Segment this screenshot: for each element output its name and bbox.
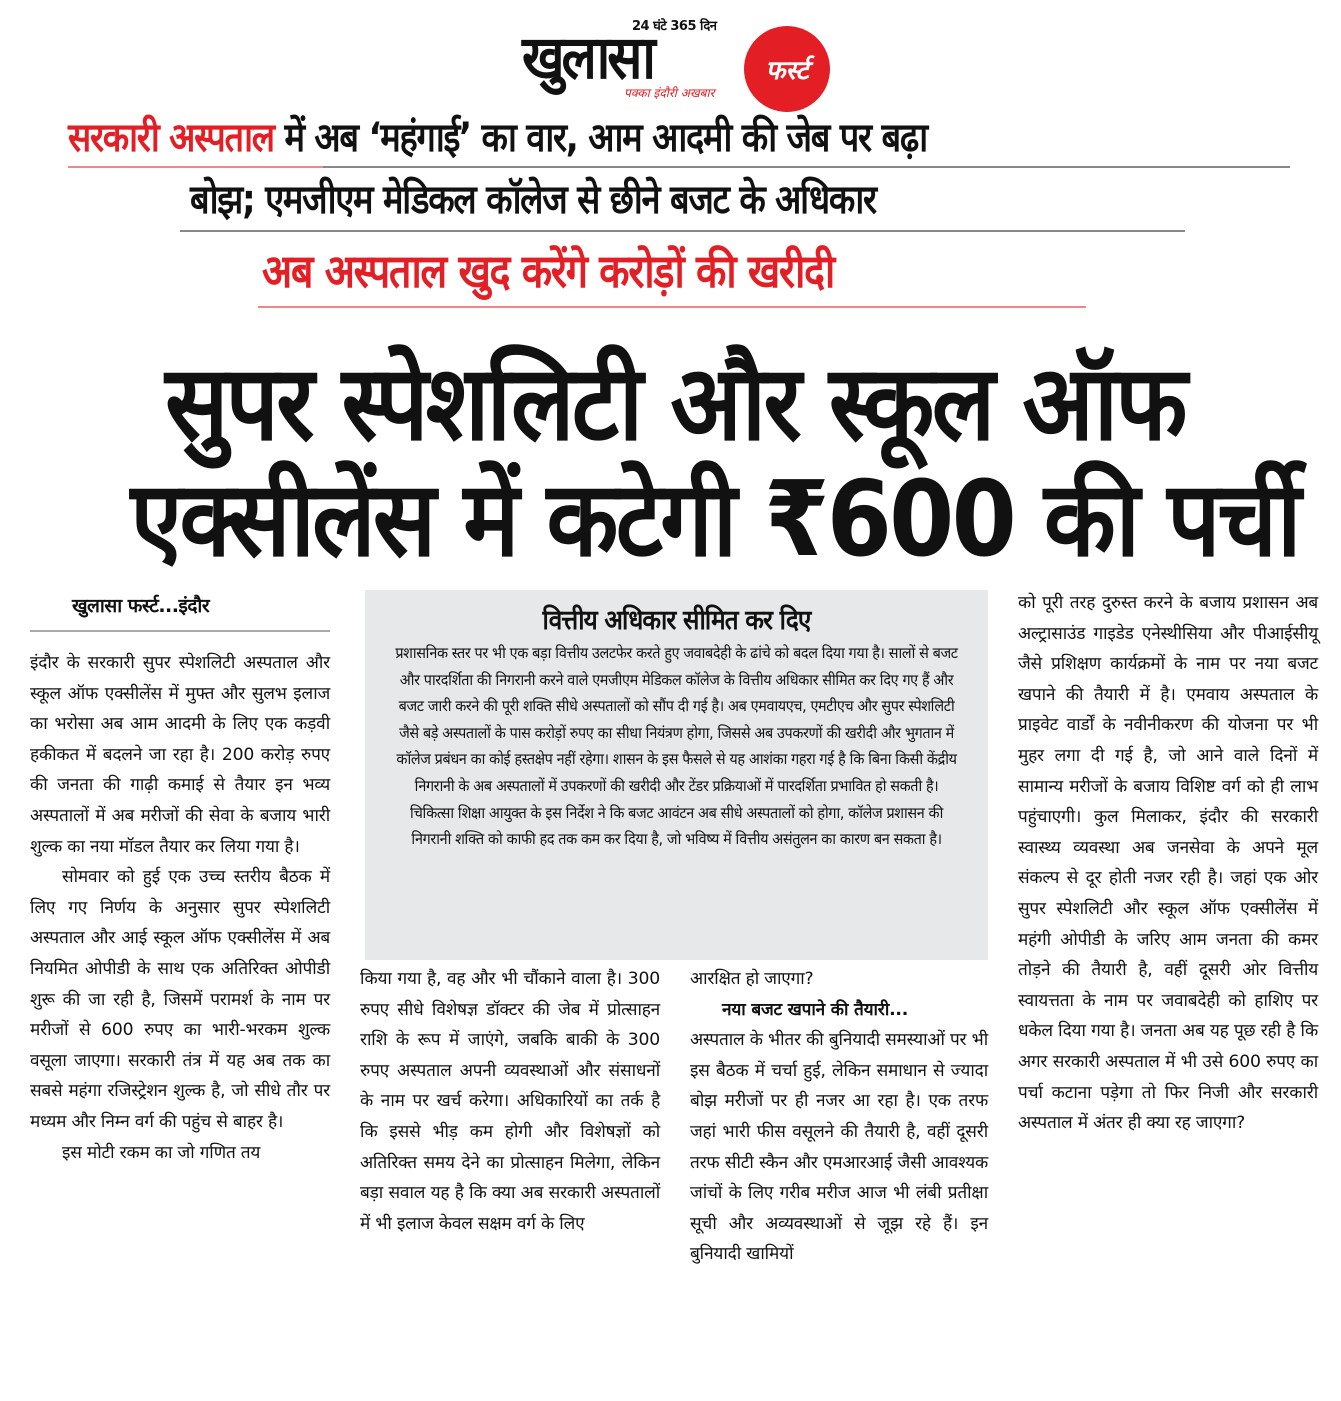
headline-line-1-highlight: सरकारी अस्पताल: [68, 115, 274, 161]
article-paragraph: इस मोटी रकम का जो गणित तय: [62, 1142, 261, 1163]
sidebar-box-body: प्रशासनिक स्तर पर भी एक बड़ा वित्तीय उलटफेर करते हुए जवाबदेही के ढांचे को बदल दिया गया है। सालों से बजट और पारदर्शिता की निगरानी करने वाले एमजीएम मेडिकल कॉलेज के वित्तीय अधिकार सीमित कर दिए गए हैं और बजट जारी करने की पूरी शक्ति सीधे अस्पतालों को सौंप दी गई है। अब एमवायएच, एमटीएच और सुपर स्पेशलिटी जैसे बड़े अस्पतालों के पास करोड़ों रुपए का सीधा नियंत्रण होगा, जिससे अब उपकरणों की खरीदी और भुगतान में कॉलेज प्रबंधन का कोई हस्तक्षेप नहीं रहेगा। शासन के इस फैसले से यह आशंका गहरा गई है कि बिना किसी केंद्रीय निगरानी के अब अस्पतालों में उपकरणों की खरीदी और टेंडर प्रक्रियाओं में पारदर्शिता प्रभावित हो सकती है। चिकित्सा शिक्षा आयुक्त के इस निर्देश ने कि बजट आवंटन अब सीधे अस्पतालों को होगा, कॉलेज प्रशासन की निगरानी शक्ति को काफी हद तक कम कर दिया है, जो भविष्य में वित्तीय असंतुलन का कारण बन सकता है।: [395, 644, 958, 849]
article-paragraph: किया गया है, वह और भी चौंकाने वाला है। 300 रुपए सीधे विशेषज्ञ डॉक्टर की जेब में प्रोत्साहन राशि के रूप में जाएंगे, जबकि बाकी के 300 रुपए अस्पताल अपनी व्यवस्थाओं और संसाधनों के नाम पर खर्च करेगा। अधिकारियों का तर्क है कि इससे भीड़ कम होगी और विशेषज्ञों को अतिरिक्त समय देने का प्रोत्साहन मिलेगा, लेकिन बड़ा सवाल यह है कि क्या अब सरकारी अस्पतालों में भी इलाज केवल सक्षम वर्ग के लिए: [360, 969, 660, 1234]
headline-line-2-rule: [180, 230, 1185, 232]
masthead-tagline-top: 24 घंटे 365 दिन: [632, 19, 717, 34]
headline-line-2: बोझ; एमजीएम मेडिकल कॉलेज से छीने बजट के अधिकार: [190, 177, 876, 223]
sidebar-box-title: वित्तीय अधिकार सीमित कर दिए: [542, 605, 811, 636]
article-paragraph: अस्पताल के भीतर की बुनियादी समस्याओं पर भी इस बैठक में चर्चा हुई, लेकिन समाधान से ज्यादा बोझ मरीजों पर ही नजर आ रहा है। एक तरफ जहां भारी फीस वसूलने की तैयारी है, वहीं दूसरी तरफ सीटी स्कैन और एमआरआई जैसी आवश्यक जांचों के लिए गरीब मरीज आज भी लंबी प्रतीक्षा सूची और अव्यवस्थाओं से जूझ रहे हैं। इन बुनियादी खामियों: [690, 1030, 988, 1265]
headline-line-1-text: में अब ‘महंगाई’ का वार, आम आदमी की जेब पर बढ़ा: [273, 115, 927, 161]
headline-line-1-rule-accent: [68, 166, 323, 168]
article-column-3: [690, 964, 988, 1270]
article-paragraph: इंदौर के सरकारी सुपर स्पेशलिटी अस्पताल और स्कूल ऑफ एक्सीलेंस में मुफ्त और सुलभ इलाज का भरोसा अब आम आदमी के लिए एक कड़वी हकीकत में बदलने जा रहा है। 200 करोड़ रुपए की जनता की गाढ़ी कमाई से तैयार इन भव्य अस्पतालों में अब मरीजों की सेवा के बजाय भारी शुल्क का नया मॉडल तैयार कर लिया गया है।: [30, 653, 330, 857]
headline-line-3-rule: [258, 306, 1086, 308]
masthead-logo-circle-text: फर्स्ट: [765, 56, 809, 86]
article-paragraph: आरक्षित हो जाएगा?: [690, 969, 814, 989]
main-headline-line-1: सुपर स्पेशलिटी और स्कूल ऑफ: [165, 342, 1185, 464]
article-paragraph: सोमवार को हुई एक उच्च स्तरीय बैठक में लिए गए निर्णय के अनुसार सुपर स्पेशलिटी अस्पताल और आई स्कूल ऑफ एक्सीलेंस में अब नियमित ओपीडी के साथ एक अतिरिक्त ओपीडी शुरू की जा रही है, जिसमें परामर्श के नाम पर मरीजों से 600 रुपए का भारी-भरकम शुल्क वसूला जाएगा। सरकारी तंत्र में यह अब तक का सबसे महंगा रजिस्ट्रेशन शुल्क है, जो सीधे तौर पर मध्यम और निम्न वर्ग की पहुंच से बाहर है।: [30, 867, 330, 1132]
article-paragraph: को पूरी तरह दुरुस्त करने के बजाय प्रशासन अब अल्ट्रासाउंड गाइडेड एनेस्थीसिया और पीआईसीयू जैसे प्रशिक्षण कार्यक्रमों के नाम पर नया बजट खपाने की तैयारी में है। एमवाय अस्पताल के प्राइवेट वार्डों के नवीनीकरण की योजना पर भी मुहर लगा दी गई है, जो आने वाले दिनों में सामान्य मरीजों के बजाय विशिष्ट वर्ग को ही लाभ पहुंचाएगी। कुल मिलाकर, इंदौर की सरकारी स्वास्थ्य व्यवस्था अब जनसेवा के अपने मूल संकल्प से दूर होती नजर रही है। जहां एक ओर सुपर स्पेशलिटी और स्कूल ऑफ एक्सीलेंस में महंगी ओपीडी के जरिए आम जनता की कमर तोड़ने की तैयारी है, वहीं दूसरी ओर वित्तीय स्वायत्तता के नाम पर जवाबदेही को हाशिए पर धकेल दिया गया है। जनता अब यह पूछ रही है कि अगर सरकारी अस्पताल में भी उसे 600 रुपए का पर्चा कटाना पड़ेगा तो फिर निजी और सरकारी अस्पताल में अंतर ही क्या रह जाएगा?: [1018, 593, 1318, 1134]
main-headline-line-2: एक्सीलेंस में कटेगी ₹600 की पर्ची: [130, 458, 1299, 580]
masthead-logo-circle: [744, 26, 830, 112]
masthead-logo: खुलासा: [522, 24, 653, 93]
article-column-2: [360, 964, 660, 1239]
masthead: [522, 14, 842, 106]
dateline-rule: [30, 630, 330, 632]
sidebar-box: [365, 590, 988, 960]
main-headline: [130, 342, 1299, 580]
masthead-tagline-bottom: पक्का इंदौरी अखबार: [624, 86, 715, 100]
dateline: खुलासा फर्स्ट...इंदौर: [72, 595, 210, 617]
article-column-1: [30, 648, 330, 1168]
headline-line-3: अब अस्पताल खुद करेंगे करोड़ों की खरीदी: [262, 244, 834, 298]
article-subheading: नया बजट खपाने की तैयारी...: [722, 999, 909, 1020]
article-column-4: [1018, 588, 1318, 1139]
headline-line-1: [68, 115, 927, 161]
